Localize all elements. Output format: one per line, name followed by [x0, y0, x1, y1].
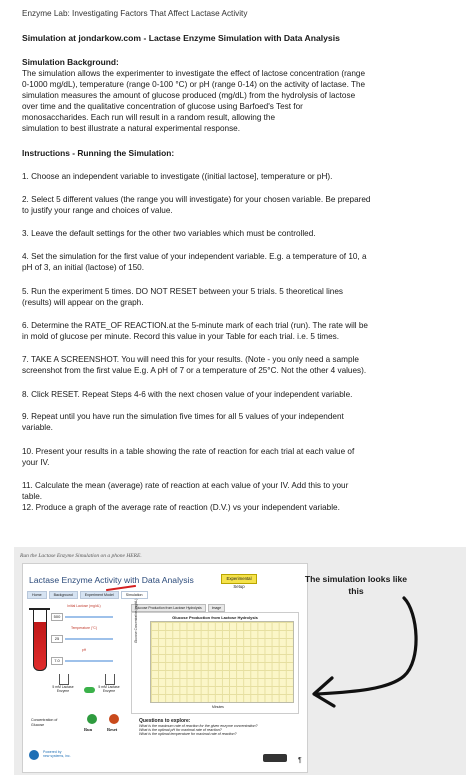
- powered-by-label: Powered by: [43, 750, 62, 754]
- step-line: table.: [22, 492, 43, 502]
- pilcrow-mark: ¶: [298, 757, 302, 764]
- questions-section: [139, 718, 303, 737]
- step-line: 10. Present your results in a table showing the rate of reaction for each trial at each value of: [22, 447, 355, 456]
- instruction-step: [22, 480, 442, 513]
- background-line: simulation to best illustrate a natural experimental response.: [22, 124, 240, 134]
- step-line: 12. Produce a graph of the average rate of reaction (D.V.) vs your independent variable.: [22, 503, 340, 513]
- instruction-step: [22, 171, 442, 182]
- simulation-window: [22, 563, 308, 773]
- question-item: What is the maximum rate of reaction for the given enzyme concentration?: [139, 724, 258, 728]
- instruction-step: [22, 251, 442, 273]
- ph-value-box[interactable]: 7.0: [51, 657, 63, 665]
- document-header: Enzyme Lab: Investigating Factors That Affect Lactase Activity: [22, 9, 248, 18]
- plot-area: [150, 621, 294, 703]
- step-line: in mold of glucose per minute. Record this value in your Table for each trial. i.e. 5 times.: [22, 332, 340, 342]
- run-label: Run: [84, 727, 93, 732]
- graph-tabs: [131, 604, 225, 612]
- temperature-value-box[interactable]: 25: [51, 635, 63, 643]
- control-label: Initial Lactose (mg/dL): [67, 604, 101, 608]
- background-line: monosaccharides. Each run will result in a random result, allowing the: [22, 113, 276, 123]
- instruction-step: [22, 411, 442, 433]
- background-line: simulation measures the amount of glucose produced (mg/dL) from the hydrolysis of lactose: [22, 91, 356, 101]
- tab-image[interactable]: Image: [208, 604, 225, 612]
- questions-title: Questions to explore:: [139, 718, 191, 724]
- run-button[interactable]: [87, 714, 97, 724]
- step-line: pH of 3, an initial (lactose) of 150.: [22, 263, 144, 273]
- instruction-step: [22, 320, 442, 342]
- question-item: What is the optimal temperature for maximal rate of reaction?: [139, 732, 237, 737]
- step-line: 7. TAKE A SCREENSHOT. You will need this for your results. (Note - you only need a sample: [22, 355, 359, 364]
- experimental-setup-button[interactable]: Experimental Setup: [221, 574, 257, 584]
- step-line: (results) will appear on the graph.: [22, 298, 144, 308]
- temperature-slider[interactable]: [65, 638, 113, 640]
- step-line: 2. Select 5 different values (the range you will investigate) for your chosen variable. Be prepared: [22, 195, 371, 204]
- reset-label: Reset: [107, 727, 118, 732]
- document-title: Simulation at jondarkow.com - Lactase Enzyme Simulation with Data Analysis: [22, 33, 340, 43]
- temperature-control: [51, 626, 117, 648]
- step-line: 5. Run the experiment 5 times. DO NOT RESET between your 5 trials. 5 theoretical lines: [22, 287, 343, 296]
- tab-home[interactable]: Home: [27, 591, 47, 599]
- step-line: 8. Click RESET. Repeat Steps 4-6 with the next chosen value of your independent variable.: [22, 390, 353, 399]
- graph-title: Glucose Production from Lactose Hydrolysis: [172, 615, 258, 620]
- beaker-left-label: 5 mM Lactase Enzyme: [52, 685, 74, 693]
- x-axis-label: Minutes: [212, 705, 224, 709]
- step-line: 3. Leave the default settings for the other two variables which must be controlled.: [22, 229, 316, 238]
- callout-text: The simulation looks like this: [304, 574, 408, 596]
- control-label: Temperature (°C): [70, 626, 98, 630]
- step-line: 9. Repeat until you have run the simulation five times for all 5 values of your independent: [22, 412, 344, 421]
- powered-by: [43, 750, 71, 758]
- background-line: 0-1000 mg/dL), temperature (range 0-100 °C) or pH (range 0-14) on the activity of lactase. The: [22, 80, 366, 90]
- background-line: The simulation allows the experimenter to investigate the effect of lactose concentration (range: [22, 69, 366, 78]
- beaker-icon: [105, 674, 115, 685]
- y-axis-label: Glucose Concentration (mg/dL): [134, 598, 138, 643]
- reset-button[interactable]: [109, 714, 119, 724]
- step-line: variable.: [22, 423, 53, 433]
- control-label: pH: [81, 648, 87, 652]
- enzyme-toggle[interactable]: [84, 687, 95, 693]
- tab-experiment-model[interactable]: Experiment Model: [80, 591, 119, 599]
- app-title: Lactase Enzyme Activity with Data Analysis: [29, 575, 194, 585]
- step-line: screenshot from the first value E.g. A pH of 7 or a temperature of 25°C. Not the other 4 values).: [22, 366, 367, 376]
- lactose-slider[interactable]: [65, 616, 113, 618]
- instruction-step: [22, 389, 442, 400]
- step-line: 1. Choose an independent variable to investigate ((initial lactose], temperature or pH).: [22, 172, 333, 181]
- background-line: over time and the qualitative concentration of glucose using Barfoed's Test for: [22, 102, 303, 112]
- step-line: to justify your range and choices of value.: [22, 206, 173, 216]
- step-line: 6. Determine the RATE_OF REACTION.at the 5-minute mark of each trial (run). The rate will be: [22, 321, 368, 330]
- test-tube-icon: [33, 610, 47, 671]
- lactose-control: [51, 604, 117, 626]
- instructions-heading: Instructions - Running the Simulation:: [22, 148, 175, 158]
- tab-simulation[interactable]: Simulation: [121, 591, 148, 599]
- step-line: 11. Calculate the mean (average) rate of reaction at each value of your IV. Add this to your: [22, 481, 349, 490]
- instruction-step: [22, 446, 442, 468]
- step-line: 4. Set the simulation for the first value of your independent variable. E.g. a temperature of 10, a: [22, 252, 367, 261]
- creative-commons-icon: [263, 754, 287, 762]
- instruction-step: [22, 194, 442, 216]
- lactose-value-box[interactable]: 500: [51, 613, 63, 621]
- instruction-step: [22, 286, 442, 308]
- instruction-step: [22, 228, 442, 239]
- eye-logo-icon: [29, 750, 39, 760]
- beaker-icon: [59, 674, 69, 685]
- ph-control: [51, 648, 117, 670]
- company-name: new systems, inc.: [43, 754, 71, 759]
- app-tabs: [27, 591, 148, 599]
- background-paragraph: [22, 68, 442, 135]
- background-heading: Simulation Background:: [22, 57, 119, 67]
- tab-background[interactable]: Background: [49, 591, 78, 599]
- beaker-right-label: 5 mM Lactase Enzyme: [98, 685, 120, 693]
- ph-slider[interactable]: [65, 660, 113, 662]
- step-line: your IV.: [22, 458, 50, 468]
- instruction-step: [22, 354, 442, 376]
- screenshot-caption: Run the Lactase Enzyme Simulation on a phone HERE.: [20, 553, 142, 559]
- concentration-label: Concentration of Glucose: [31, 718, 58, 727]
- question-item: What is the optimal pH for maximal rate of reaction?: [139, 728, 222, 733]
- tab-graph[interactable]: Glucose Production from Lactose Hydrolysis: [131, 604, 206, 612]
